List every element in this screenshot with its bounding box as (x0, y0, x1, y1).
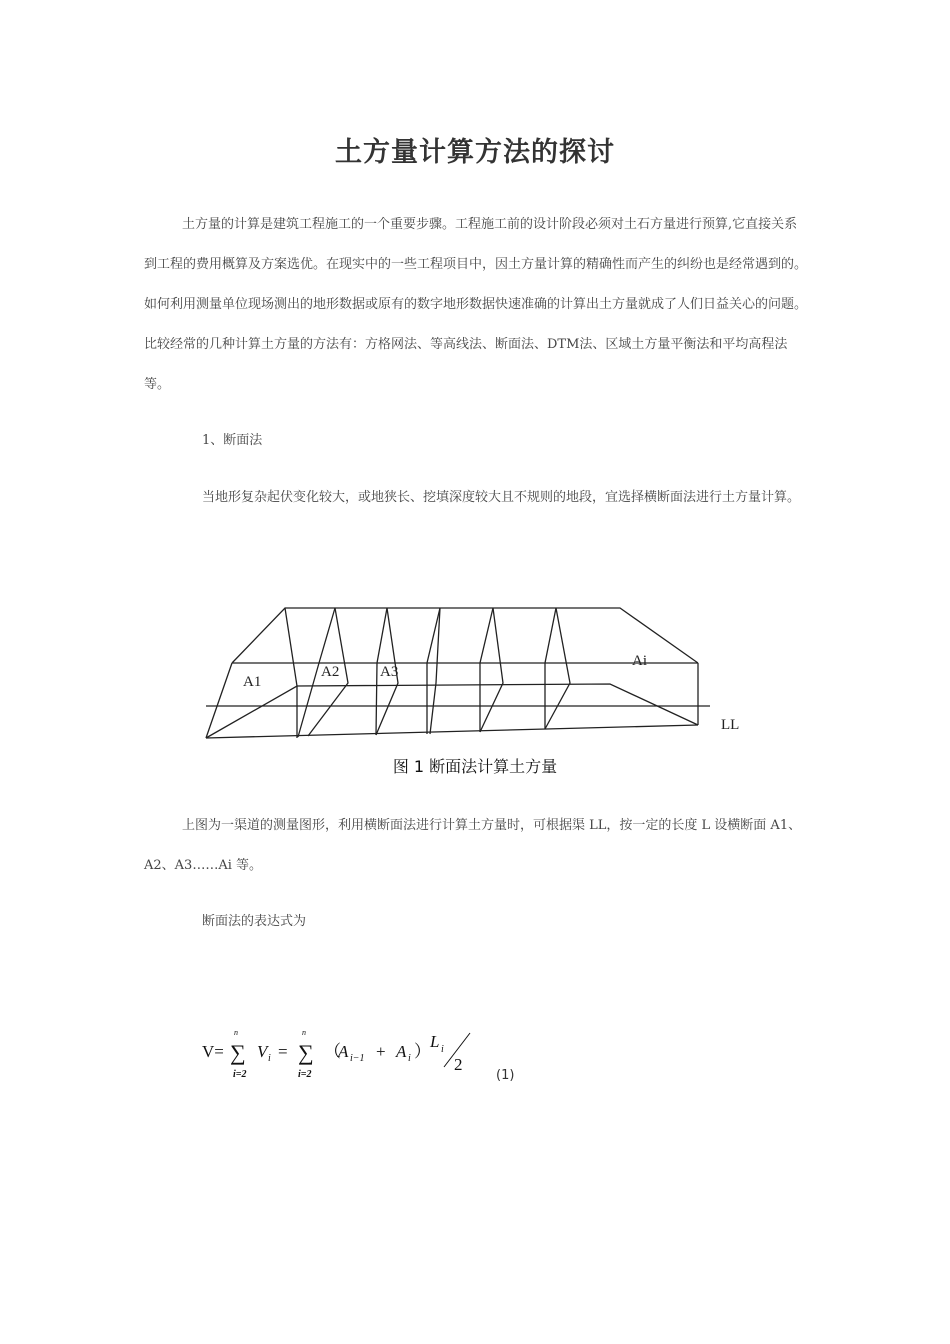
section-method-formula (200, 1025, 540, 1095)
section-a5b (480, 608, 503, 732)
figure-left-edge (206, 663, 232, 738)
label-ll: LL (721, 717, 740, 733)
label-a2: A2 (321, 664, 340, 680)
formula-denominator: 2 (454, 1055, 463, 1074)
section-heading: 1、断面法 (202, 433, 263, 448)
formula-v: V (257, 1042, 268, 1061)
figure-inner-floor (206, 684, 698, 738)
formula-v-sub: i (268, 1053, 271, 1064)
sum1-symbol: ∑ (230, 1040, 246, 1065)
section-paragraph: 当地形复杂起伏变化较大，或地狭长、挖填深度较大且不规则的地段，宜选择横断面法进行土方量计算。 (202, 490, 801, 505)
formula-open-paren: （ (324, 1042, 341, 1061)
formula-a1-sub: i−1 (350, 1053, 365, 1064)
sum2-upper: n (302, 1028, 306, 1037)
figure-description: 上图为一渠道的测量图形，利用横断面法进行计算土方量时，可根据渠 LL，按一定的长度 L 设横断面 A1、A2、A3……Ai 等。 (144, 818, 802, 873)
formula-plus: + (376, 1042, 386, 1061)
section-aib (545, 608, 570, 729)
figure-top-edge (232, 608, 698, 663)
sum1-upper: n (234, 1028, 238, 1037)
intro-paragraph: 土方量的计算是建筑工程施工的一个重要步骤。工程施工前的设计阶段必须对土石方量进行预算,它直接关系到工程的费用概算及方案选优。在现实中的一些工程项目中，因土方量计算的精确性而产生的纠纷也是经常遇到的。如何利用测量单位现场测出的地形数据或原有的数字地形数据快速准确的计算出土方量就成了人们日益关心的问题。比较经常的几种计算土方量的方法有：方格网法、等高线法、断面法、DTM法、区域土方量平衡法和平均高程法等。 (144, 217, 808, 392)
label-a3: A3 (380, 664, 399, 680)
equation-number: (1) (496, 1068, 515, 1083)
formula-eq: = (278, 1042, 288, 1061)
section-a5 (480, 608, 493, 732)
figure-caption: 图 1 断面法计算土方量 (392, 757, 558, 776)
label-a1: A1 (243, 674, 262, 690)
formula-close-paren: ） (414, 1042, 431, 1061)
label-ai: Ai (632, 653, 647, 669)
formula-a2-sub: i (408, 1053, 411, 1064)
sum1-lower: i=2 (233, 1069, 247, 1080)
formula-lhs: V= (202, 1042, 224, 1061)
sum2-symbol: ∑ (298, 1040, 314, 1065)
formula-intro: 断面法的表达式为 (202, 914, 307, 929)
sum2-lower: i=2 (298, 1069, 312, 1080)
formula-l: L (430, 1032, 440, 1051)
formula-a2: A (396, 1042, 407, 1061)
figure-base-line (206, 725, 698, 738)
section-a1 (285, 608, 297, 738)
formula-l-sub: i (441, 1044, 444, 1055)
page-title: 土方量计算方法的探讨 (335, 137, 615, 168)
section-a4 (427, 608, 440, 734)
formula-a1: A (338, 1042, 349, 1061)
